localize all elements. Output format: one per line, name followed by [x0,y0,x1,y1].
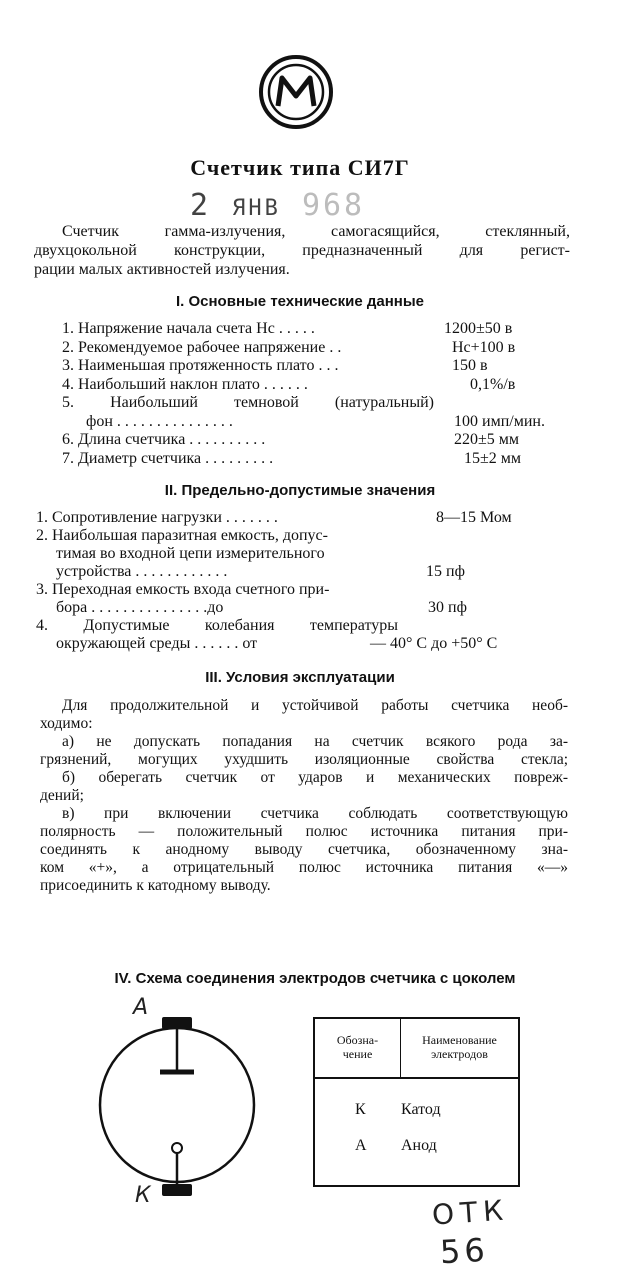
cathode-label: К [135,1183,151,1208]
text-line: б) оберегать счетчик от ударов и механических повреж- [62,769,568,786]
header-name [401,1019,518,1091]
limit-label: 2. Наибольшая паразитная емкость, допус- [36,527,328,544]
anode-label: А [133,995,149,1020]
spec-label: 1. Напряжение начала счета Нс . . . . . [62,320,315,337]
row-2-code: А [355,1137,367,1154]
handwritten-number: 56 [439,1230,490,1272]
spec-label: 4. Наибольший наклон плато . . . . . . [62,375,308,393]
spec-row [62,376,582,395]
header-code [315,1019,401,1077]
m-circle-logo-icon [256,52,336,132]
row-2-name: Анод [401,1137,437,1154]
limit-value: 8—15 Мом [436,509,512,526]
section-4-title: IV. Схема соединения электродов счетчика с цоколем [114,970,516,987]
anode-terminal [162,1017,192,1029]
spec-label: 3. Наименьшая протяженность плато . . . [62,357,339,374]
spec-row [62,357,582,376]
spec-label: фон . . . . . . . . . . . . . . . [86,412,233,430]
limit-row [36,527,576,545]
limit-row [36,635,576,653]
row-1-name: Катод [401,1101,441,1118]
page-title: Счетчик типа СИ7Г [190,155,410,180]
section-2-title: II. Предельно-допустимые значения [164,482,436,499]
text-line: дений; [40,787,84,804]
electrode-table [313,1017,520,1187]
spec-row [62,394,582,413]
spec-label: 2. Рекомендуемое рабочее напряжение . . [62,338,342,356]
text-line: Для продолжительной и устойчивой работы счетчика необ- [62,697,568,714]
limit-row [36,545,576,563]
electrode-diagram [90,1000,280,1210]
section-2-list [36,509,576,653]
spec-row [62,413,582,432]
date-stamp [190,188,365,223]
text-line: присоединить к катодному выводу. [40,877,271,894]
limit-label: устройства . . . . . . . . . . . . [56,563,228,580]
limit-value: — 40° С до +50° С [370,635,498,652]
spec-label: 7. Диаметр счетчика . . . . . . . . . [62,449,274,467]
cathode-node [172,1143,182,1153]
text-line: а) не допускать попадания на счетчик всякого рода за- [62,733,568,750]
spec-label: 5. Наибольший темновой (натуральный) [62,394,434,411]
section-1-title: I. Основные технические данные [175,293,425,310]
handwritten-otk: ОТК [430,1193,511,1232]
spec-value: 1200±50 в [444,320,513,337]
limit-value: 30 пф [428,599,467,616]
limit-label: 3. Переходная емкость входа счетного при- [36,581,330,598]
text-line: грязнений, могущих ухудшить изоляционные свойства стекла; [40,751,568,768]
limit-label: окружающей среды . . . . . . от [56,635,258,652]
spec-value: Нс+100 в [452,338,516,356]
table-header [315,1019,518,1079]
text-line: ком «+», а отрицательный полюс источника питания «—» [40,859,568,876]
limit-row [36,617,576,635]
cathode-terminal [162,1184,192,1196]
spec-value: 150 в [452,357,488,374]
spec-row [62,339,582,358]
intro-paragraph [34,222,570,279]
header-code-text: Обозна- чение [336,1033,379,1061]
stamp-day: 2 [190,188,212,223]
spec-row [62,431,582,450]
limit-value: 15 пф [426,563,465,580]
row-1-code: К [355,1101,366,1118]
intro-line: рации малых активностей излучения. [34,261,290,278]
limit-row [36,563,576,581]
stamp-year: 968 [301,188,366,223]
stamp-month: ЯНВ [232,196,281,221]
limit-label: бора . . . . . . . . . . . . . . .до [56,599,224,616]
limit-label: тимая во входной цепи измерительного [56,545,325,562]
text-line: в) при включении счетчика соблюдать соответствующую [62,805,568,822]
limit-row [36,509,576,527]
limit-label: 1. Сопротивление нагрузки . . . . . . . [36,509,278,526]
spec-value: 15±2 мм [464,449,522,467]
spec-value: 220±5 мм [454,431,520,448]
intro-line: Счетчик гамма-излучения, самогасящийся, стеклянный, [62,223,570,240]
limit-label: 4. Допустимые колебания температуры [36,617,398,634]
text-line: полярность — положительный полюс источника питания при- [40,823,568,840]
header-name-text: Наименование электродов [422,1033,497,1061]
limit-row [36,599,576,617]
text-line: соединять к анодному выводу счетчика, обозначенному зна- [40,841,568,858]
spec-label: 6. Длина счетчика . . . . . . . . . . [62,431,266,448]
section-3-text [40,697,568,895]
spec-row [62,450,582,469]
section-3-title: III. Условия эксплуатации [205,669,395,686]
spec-row [62,320,582,339]
limit-row [36,581,576,599]
text-line: ходимо: [40,715,93,732]
spec-value: 100 имп/мин. [454,412,545,430]
spec-value: 0,1%/в [470,375,516,393]
section-1-list [62,320,582,468]
intro-line: двухцокольной конструкции, предназначенный для регист- [34,242,570,259]
